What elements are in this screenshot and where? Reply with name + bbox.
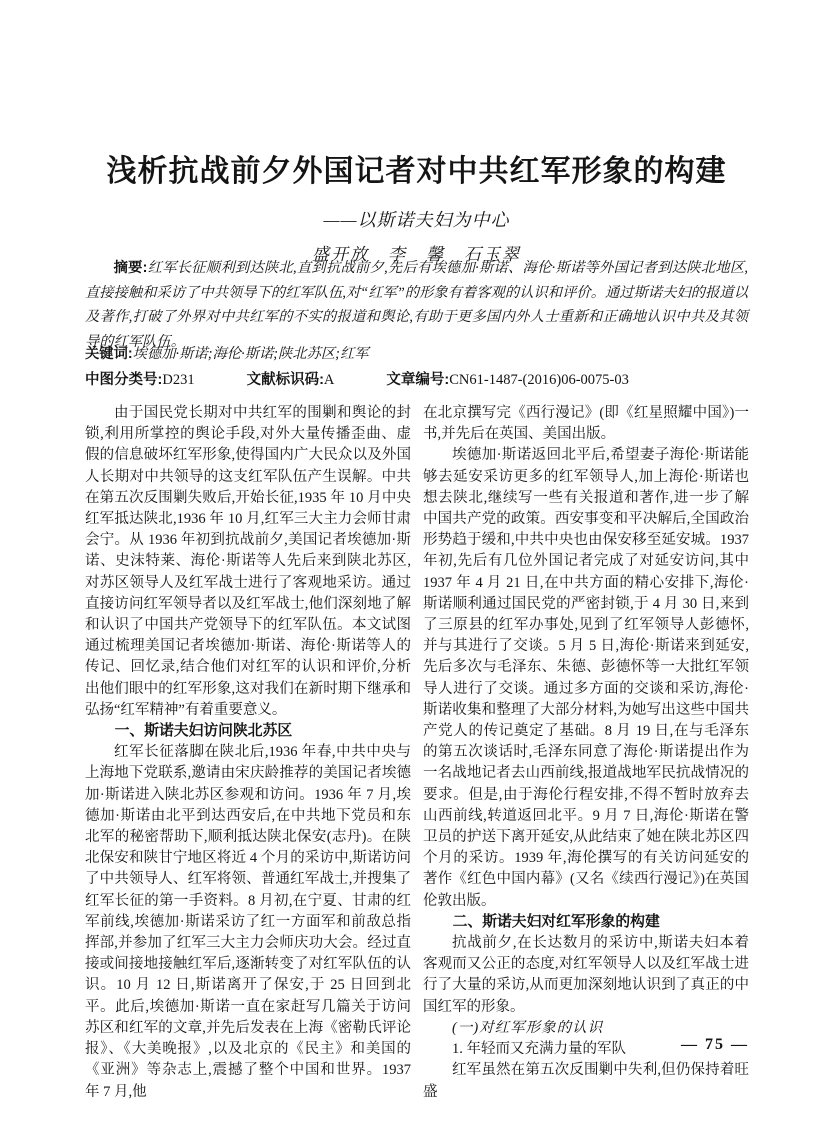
abstract-text: 红军长征顺利到达陕北,直到抗战前夕,先后有埃德加·斯诺、海伦·斯诺等外国记者到达陕北地区,直接接触和采访了中共领导下的红军队伍,对“红军”的形象有着客观的认识和评价。通过斯诺夫妇的报道以及著作,打破了外界对中共红军的不实的报道和舆论,有助于更多国内外人士重新和正确地认识中共及其领导的红军队伍。 [85,260,748,350]
body-column-left [85,403,411,1103]
front-matter [85,256,748,354]
authors: 盛开放 李 馨 石玉翠 [312,245,521,264]
body-paragraph: 由于国民党长期对中共红军的围剿和舆论的封锁,利用所掌控的舆论手段,对外大量传播歪曲、虚假的信息破坏红军形象,使得国内广大民众以及外国人长期对中共领导的这支红军队伍产生误解。中共在第五次反围剿失败后,开始长征,1935 年 10 月中央红军抵达陕北,1936 年 10 月,红军三大主力会师甘肃会宁。从 1936 年初到抗战前夕,美国记者埃德加·斯诺、史沫特莱、海伦·斯诺等人先后来到陕北苏区,对苏区领导人及红军战士进行了客观地采访。通过直接访问红军领导者以及红军战士,他们深刻地了解和认识了中国共产党领导下的红军队伍。本文试图通过梳理美国记者埃德加·斯诺、海伦·斯诺等人的传记、回忆录,结合他们对红军的认识和评价,分析出他们眼中的红军形象,这对我们在新时期下继承和弘扬“红军精神”有着重要意义。 [85,405,411,718]
abstract-label: 摘要: [113,260,148,276]
page-subtitle: ——以斯诺夫妇为中心 [323,210,510,230]
keywords-row [85,343,748,363]
article-id-segment [386,372,628,388]
keywords-text: 埃德加·斯诺;海伦·斯诺;陕北苏区;红军 [132,346,369,362]
body-column-right [423,403,749,1103]
clc-label: 中图分类号: [85,372,163,388]
article-id-label: 文章编号: [386,372,450,388]
classification-row [85,368,748,389]
body-paragraph: 红军虽然在第五次反围剿中失利,但仍保持着旺盛 [423,1062,749,1100]
subsection-heading: (一)对红军形象的认识 [452,1019,604,1036]
clc-segment [85,372,195,388]
body-paragraph: 抗战前夕,在长达数月的采访中,斯诺夫妇本着客观而又公正的态度,对红军领导人以及红军战士进行了大量的采访,从而更加深刻地认识到了真正的中国红军的形象。 [423,935,749,1015]
body-paragraph: 红军长征落脚在陕北后,1936 年春,中共中央与上海地下党联系,邀请由宋庆龄推荐的美国记者埃德加·斯诺进入陕北苏区参观和访问。1936 年 7 月,埃德加·斯诺由北平到达西安后,在中共地下党员和东北军的秘密帮助下,顺利抵达陕北保安(志丹)。在陕北保安和陕甘宁地区将近 4 个月的采访中,斯诺访问了中共领导人、红军将领、普通红军战士,并搜集了红军长征的第一手资料。8 月初,在宁夏、甘肃的红军前线,埃德加·斯诺采访了红一方面军和前敌总指挥部,并参加了红军三大主力会师庆功大会。经过直接或间接地接触红军后,逐渐转变了对红军队伍的认识。10 月 12 日,斯诺离开了保安,于 25 日回到北平。此后,埃德加·斯诺一直在家赶写几篇关于访问苏区和红军的文章,并先后发表在上海《密勒氏评论报》、《大美晚报》,以及北京的《民主》和美国的《亚洲》等杂志上,震撼了整个中国和世界。1937 年 7 月,他 [85,744,411,1100]
doc-code-segment [247,372,335,388]
section-heading: 二、斯诺夫妇对红军形象的构建 [452,913,660,930]
body-paragraph: 埃德加·斯诺返回北平后,希望妻子海伦·斯诺能够去延安采访更多的红军领导人,加上海伦·斯诺也想去陕北,继续写一些有关报道和著作,进一步了解中国共产党的政策。西安事变和平决解后,全国政治形势趋于缓和,中共中央也由保安移至延安城。1937 年初,先后有几位外国记者完成了对延安访问,其中 1937 年 4 月 21 日,在中共方面的精心安排下,海伦·斯诺顺利通过国民党的严密封锁,于 4 月 30 日,来到了三原县的红军办事处,见到了红军领导人彭德怀,并与其进行了交谈。5 月 5 日,海伦·斯诺来到延安,先后多次与毛泽东、朱德、彭德怀等一大批红军领导人进行了交谈。通过多方面的交谈和采访,海伦·斯诺收集和整理了大部分材料,为她写出这些中国共产党人的传记奠定了基础。8 月 19 日,在与毛泽东的第五次谈话时,毛泽东同意了海伦·斯诺提出作为一名战地记者去山西前线,报道战地军民抗战情况的要求。但是,由于海伦行程安排,不得不暂时放弃去山西前线,转道返回北平。9 月 7 日,海伦·斯诺在警卫员的护送下离开延安,从此结束了她在陕北苏区四个月的采访。1939 年,海伦撰写的有关访问延安的著作《红色中国内幕》(又名《续西行漫记》)在英国伦敦出版。 [423,447,749,909]
article-id-value: CN61-1487-(2016)06-0075-03 [449,372,629,388]
numbered-subheading: 1. 年轻而又充满力量的军队 [452,1041,626,1058]
body-paragraph-continued: 在北京撰写完《西行漫记》(即《红星照耀中国》)一书,并先后在英国、美国出版。 [423,405,749,443]
page-number: — 75 — [681,1036,749,1053]
page-title: 浅析抗战前夕外国记者对中共红军形象的构建 [106,155,727,188]
keywords-label: 关键词: [85,346,133,362]
doc-code-label: 文献标识码: [246,372,324,388]
abstract [85,256,748,354]
clc-value: D231 [162,372,195,388]
doc-code-value: A [323,372,335,388]
section-heading: 一、斯诺夫妇访问陕北苏区 [114,723,293,740]
